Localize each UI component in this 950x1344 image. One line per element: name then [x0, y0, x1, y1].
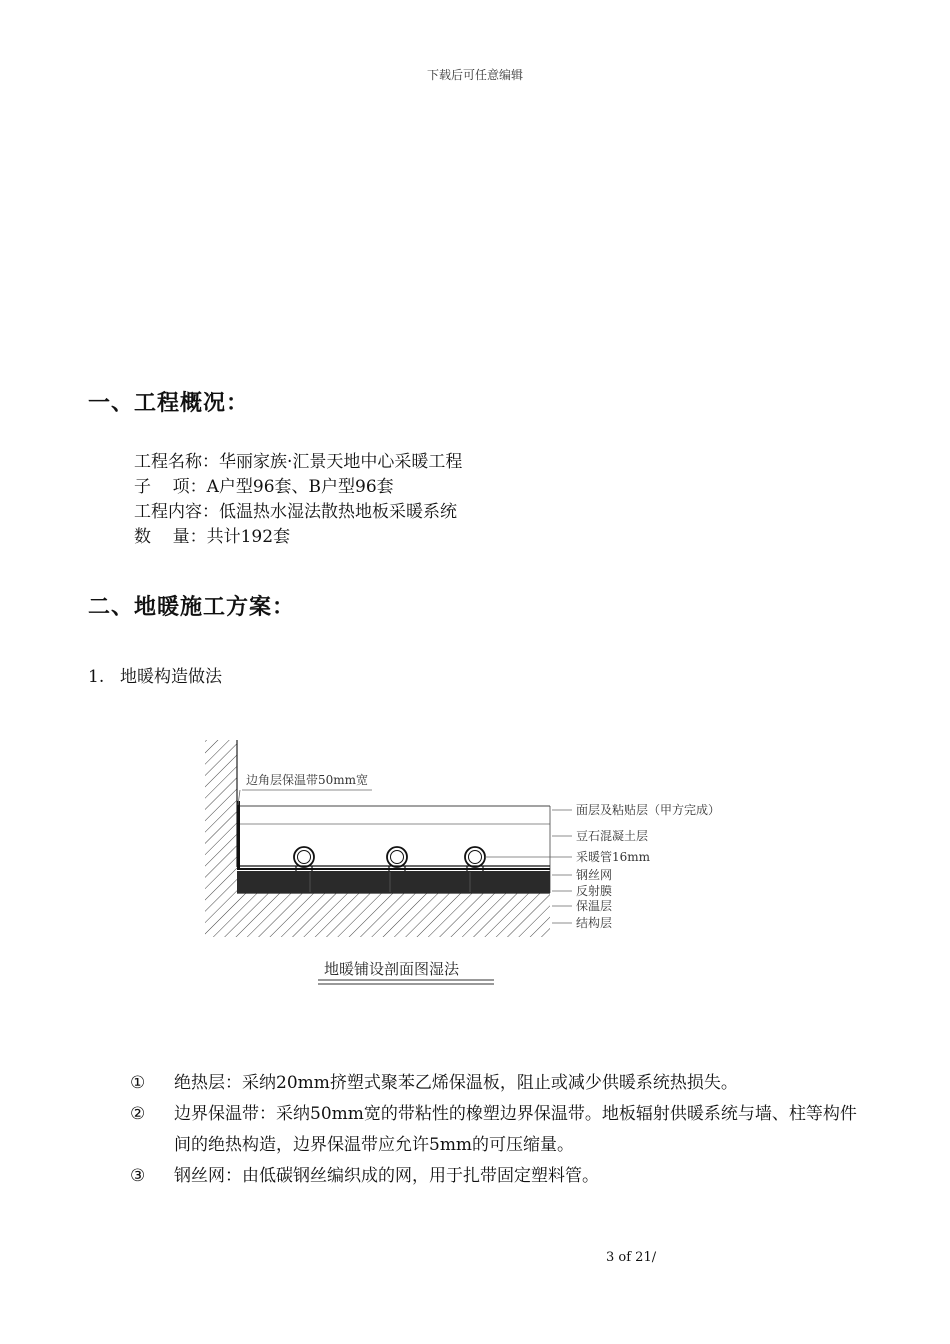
- item-mark: ②: [130, 1104, 146, 1124]
- item-mark: ①: [130, 1073, 146, 1093]
- wall-hatch: [205, 740, 237, 937]
- heating-pipe: [387, 847, 407, 871]
- info-row-subitem: 子 项：A户型96套、B户型96套: [134, 477, 394, 497]
- info-row-quantity: 数 量：共计192套: [134, 527, 291, 547]
- heating-pipe: [465, 847, 485, 871]
- section-2-heading: 二、地暖施工方案：: [88, 595, 296, 620]
- item-list: [130, 1068, 870, 1192]
- layer-label-surface: 面层及粘贴层（甲方完成）: [576, 803, 721, 817]
- edge-insulation-strip: [237, 801, 240, 868]
- info-row-name: 工程名称：华丽家族·汇景天地中心采暖工程: [134, 452, 463, 472]
- item-text: 边界保温带：采纳50mm宽的带粘性的橡塑边界保温带。地板辐射供暖系统与墙、柱等构件间的绝热构造，边界保温带应允许5mm的可压缩量。: [174, 1104, 857, 1155]
- layer-label-structure: 结构层: [576, 916, 613, 930]
- layer-label-film: 反射膜: [576, 884, 613, 898]
- page-number: 3 of 21/: [606, 1250, 657, 1265]
- item-mark: ③: [130, 1166, 146, 1186]
- insulation-layer: [237, 871, 550, 893]
- ground-hatch: [237, 893, 550, 937]
- heating-pipe: [294, 847, 314, 871]
- item-text: 绝热层：采纳20mm挤塑式聚苯乙烯保温板，阻止或减少供暖系统热损失。: [174, 1073, 738, 1093]
- project-info: [134, 450, 462, 550]
- list-item: [130, 1099, 870, 1161]
- diagram-caption: 地暖铺设剖面图湿法: [324, 960, 460, 978]
- floor-heating-section-diagram: [200, 735, 760, 995]
- list-item: [130, 1068, 870, 1099]
- subsection-heading: [88, 662, 222, 687]
- header-note: 下载后可任意编辑: [426, 68, 523, 82]
- list-item: [130, 1161, 870, 1192]
- edge-insulation-label: 边角层保温带50mm宽: [246, 773, 369, 787]
- layer-label-concrete: 豆石混凝土层: [576, 829, 649, 843]
- layer-label-pipe: 采暖管16mm: [576, 850, 651, 864]
- subsection-number: 1.: [88, 667, 105, 687]
- item-text: 钢丝网：由低碳钢丝编织成的网，用于扎带固定塑料管。: [174, 1166, 599, 1186]
- info-row-content: 工程内容：低温热水湿法散热地板采暖系统: [134, 502, 457, 522]
- layer-label-mesh: 钢丝网: [576, 868, 613, 882]
- layer-label-insulation: 保温层: [576, 899, 613, 913]
- section-1-heading: 一、工程概况：: [88, 391, 250, 416]
- subsection-title: 地暖构造做法: [120, 667, 222, 687]
